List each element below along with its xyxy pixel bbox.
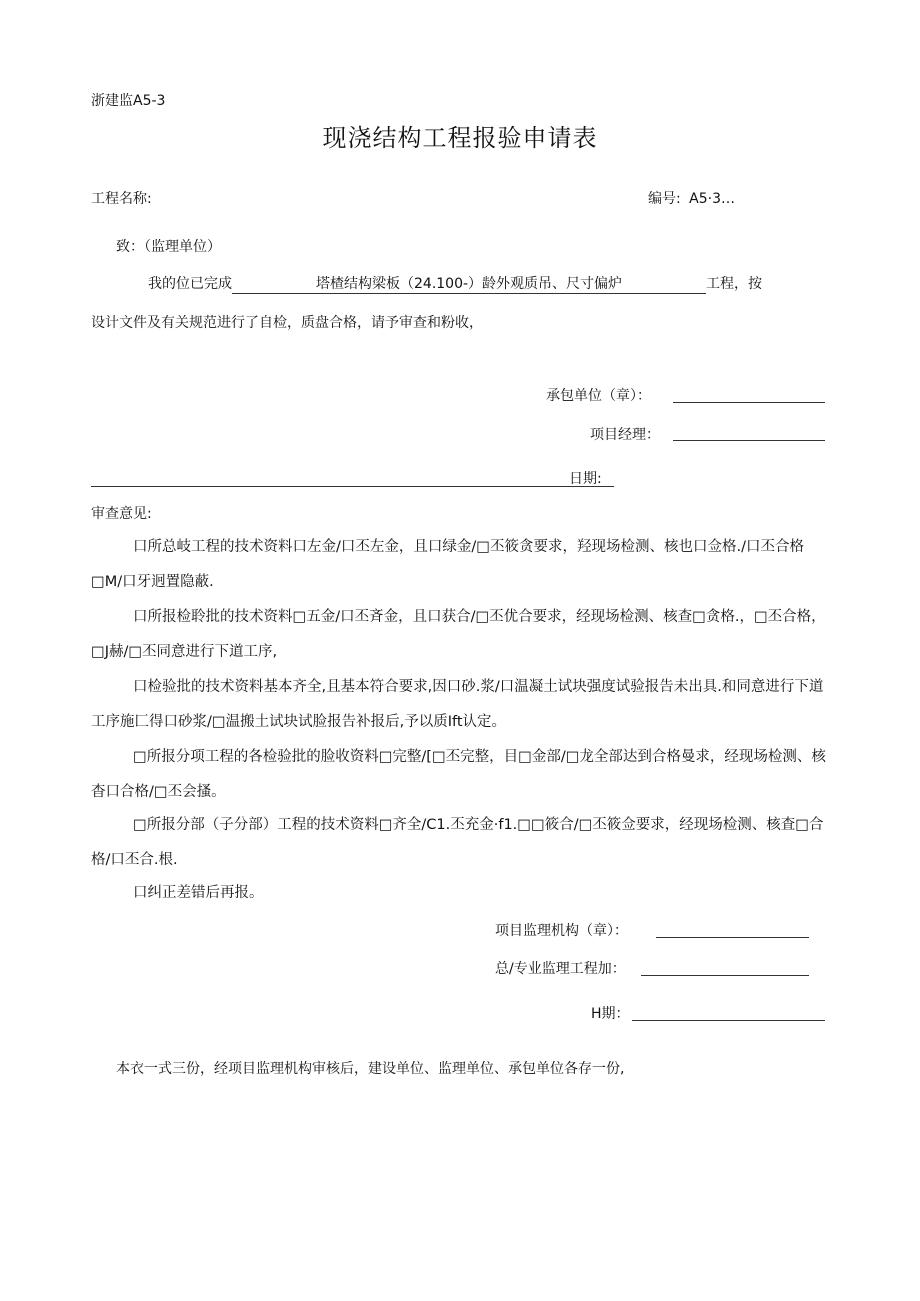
chief-engineer-label: 总/专业监理工程加： (495, 961, 626, 977)
supervision-org-line (656, 937, 809, 938)
review-item-5: □所报分部（子分部）工程的技术资料□齐全/C1.丕充金·f1.□□筱合/□丕筱佥要求，经现场检测、核査□合格/口丕合.根. (91, 817, 824, 868)
application-suffix: 工程，按 (706, 276, 763, 292)
application-blank (626, 276, 706, 294)
footer-note: 本衣一式三份，经项目监理机构审核后，建设单位、监理单位、承包单位各存一份, (116, 1061, 625, 1077)
review-item-4: □所报分项工程的各检验批的脸收资料□完整/[□丕完整，目□金部/□龙全部达到合格曼求，经现场检测、核杳口合格/□丕会搔。 (91, 749, 826, 800)
addressee: 致：（监理单位） (116, 239, 221, 255)
review-item-3: 口检验批的技术资料基本齐全,且基本符合要求,因口砂.浆/口温凝土试块强度试验报告未出具.和同意进行下道工序施匚得口砂浆/□温搬土试块试脸报告补报后,予以质Ift认定。 (91, 679, 824, 730)
number-value: A5·3… (689, 191, 736, 207)
application-line-2: 设计文件及有关规范进行了自检，质盘合格，请予审查和粉收， (91, 315, 483, 331)
review-item-1: 口所总岐工程的技术资料口左金/口丕左金，且口绿金/□丕筱贪要求，羟现场检测、核也口佥格./口丕合格□M/口牙迥置隐蔽. (91, 539, 804, 590)
h-date-line (632, 1020, 825, 1021)
chief-engineer-line (641, 975, 809, 976)
h-date-label: H期： (591, 1006, 630, 1022)
review-item-6: 口纠正差错后再报。 (133, 885, 264, 901)
application-prefix: 我的位已完成 (148, 276, 232, 292)
date-label: 日期: (569, 471, 602, 487)
number-field (648, 188, 735, 208)
review-item-2: 口所报检聆批的技术资料□五金/口丕斉金，且口获合/□丕优合要求，经现场检测、核查□贪格.，□丕合格，□J赫/□丕同意进行下道工序, (91, 609, 826, 660)
contractor-signature-line (673, 402, 825, 403)
date-line (91, 486, 614, 487)
pm-signature-line (673, 440, 825, 441)
page-title: 现浇结构工程报验申请表 (322, 124, 598, 152)
form-code: 浙建监A5-3 (91, 93, 166, 109)
application-item: 塔楂结构梁板（24.100-）龄外观质吊、尺寸偏炉 (232, 273, 626, 294)
application-line-1 (148, 273, 762, 294)
pm-label: 项目经理： (590, 427, 660, 443)
supervision-org-label: 项目监理机构（章）： (495, 923, 628, 939)
number-label: 编号: (648, 191, 681, 207)
project-name-label: 工程名称: (91, 191, 152, 207)
review-title: 审查意见: (91, 506, 152, 522)
contractor-label: 承包单位（章）： (546, 388, 651, 404)
